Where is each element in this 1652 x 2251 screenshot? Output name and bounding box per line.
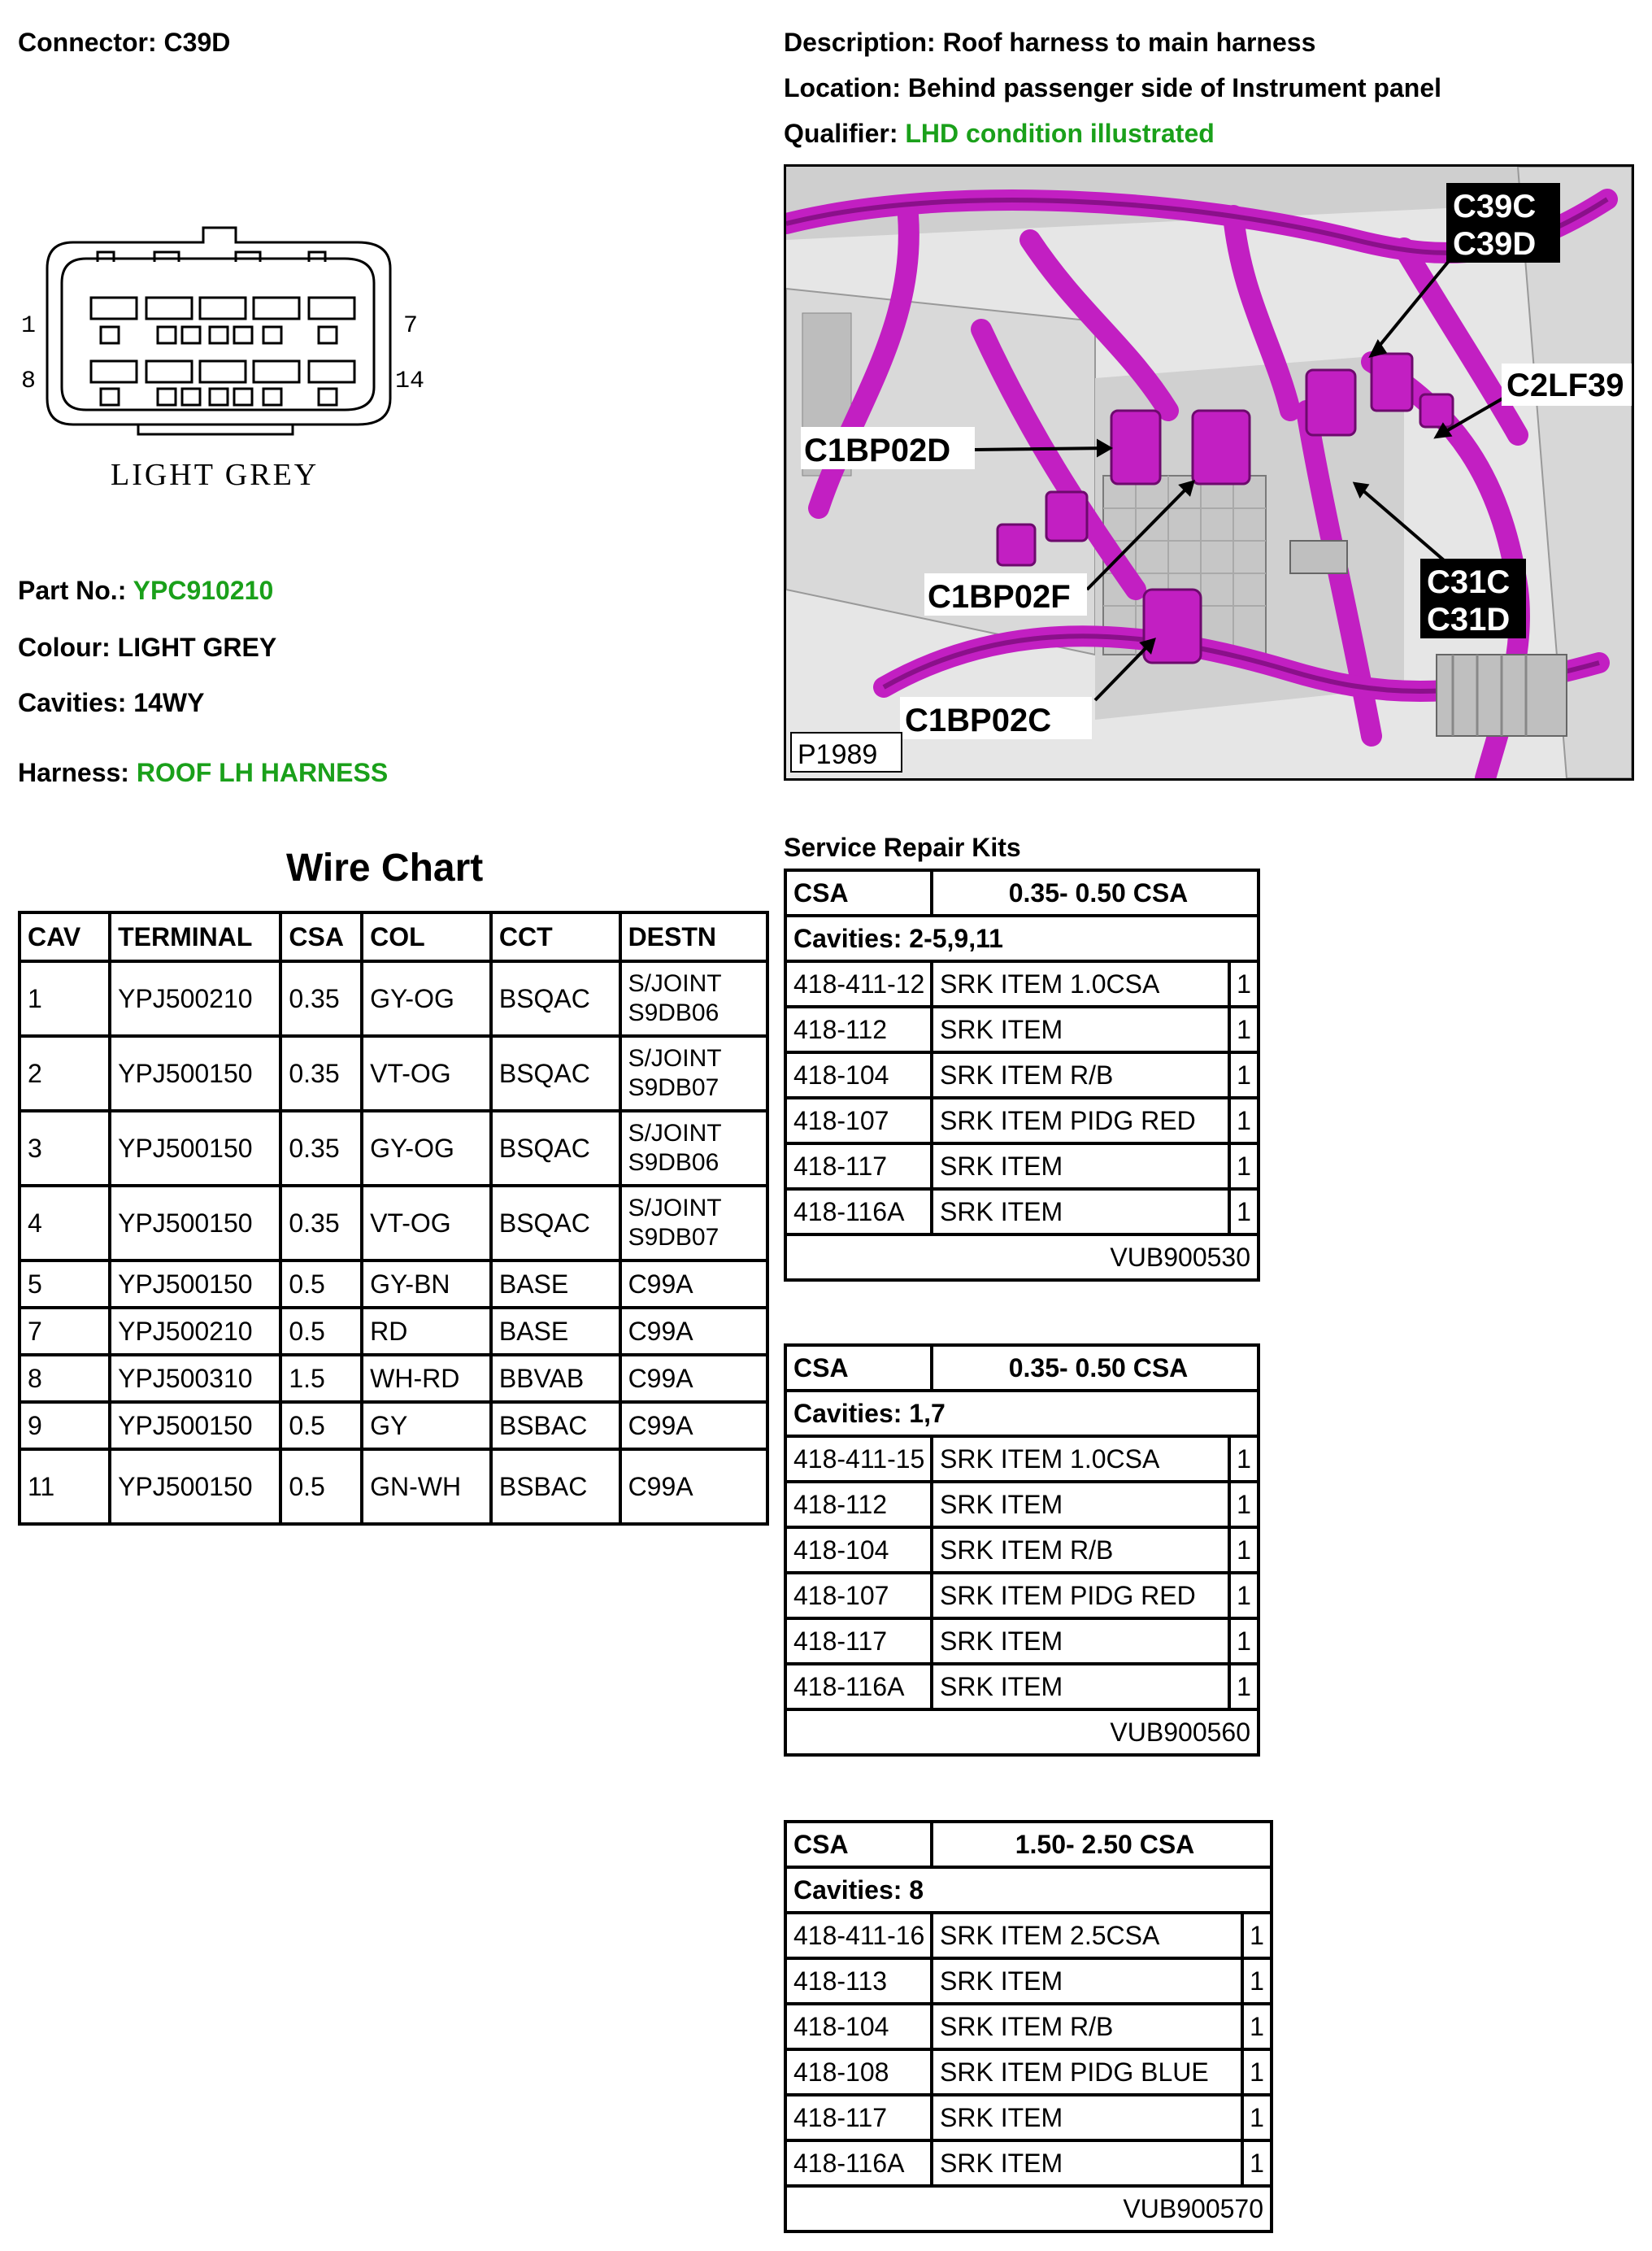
kit-item-qty: 1 — [1241, 2142, 1270, 2184]
cell-destn: S/JOINT S9DB07 — [620, 1036, 767, 1111]
cell-cav: 2 — [20, 1036, 110, 1111]
kit-item-qty: 1 — [1228, 1008, 1257, 1051]
cell-csa: 1.5 — [280, 1355, 362, 1402]
kit-item-desc: SRK ITEM 1.0CSA — [930, 1438, 1228, 1480]
kit-csa-row — [787, 1823, 1270, 1866]
table-row — [20, 1036, 767, 1111]
kit-item-row — [787, 2093, 1270, 2139]
kit-item-row — [787, 1187, 1257, 1233]
cell-terminal: YPJ500150 — [110, 1402, 280, 1449]
cell-cct: BBVAB — [491, 1355, 620, 1402]
kit-item-desc: SRK ITEM — [930, 2142, 1241, 2184]
kit-number: VUB900530 — [1110, 1242, 1250, 1272]
kit-number-row — [787, 1233, 1257, 1278]
cell-col: VT-OG — [362, 1036, 491, 1111]
callout-c31c: C31C — [1427, 564, 1511, 600]
kit-item-part: 418-116A — [793, 1671, 905, 1701]
cell-csa: 0.5 — [280, 1402, 362, 1449]
connector-label: Connector: — [18, 28, 157, 57]
connector-colour-caption: LIGHT GREY — [111, 458, 320, 492]
cell-terminal: YPJ500210 — [110, 1308, 280, 1355]
pin-label-7: 7 — [403, 312, 419, 340]
cell-cav: 3 — [20, 1111, 110, 1186]
cell-cct: BASE — [491, 1260, 620, 1308]
callout-c1bp02c: C1BP02C — [905, 703, 1052, 738]
kit-cavities-row — [787, 914, 1257, 960]
kit-number-row — [787, 1708, 1257, 1753]
kit-csa-label: CSA — [793, 877, 849, 908]
kit-item-row — [787, 1911, 1270, 1957]
pin-label-1: 1 — [21, 312, 37, 340]
cavities-line — [18, 686, 204, 719]
cell-destn: C99A — [620, 1355, 767, 1402]
cell-cav: 1 — [20, 961, 110, 1036]
service-kit-table — [784, 1820, 1273, 2233]
kit-item-desc: SRK ITEM 1.0CSA — [930, 963, 1228, 1005]
cell-csa: 0.5 — [280, 1260, 362, 1308]
qualifier-value: LHD condition illustrated — [905, 119, 1215, 148]
location-value: Behind passenger side of Instrument panel — [907, 73, 1441, 102]
part-number-line — [18, 574, 273, 607]
callout-c2lf39: C2LF39 — [1506, 368, 1624, 403]
cell-cct: BSBAC — [491, 1449, 620, 1524]
cavities-label: Cavities: — [18, 688, 127, 717]
cell-csa: 0.5 — [280, 1308, 362, 1355]
kit-item-desc: SRK ITEM — [930, 1665, 1228, 1708]
cell-csa: 0.5 — [280, 1449, 362, 1524]
cell-terminal: YPJ500150 — [110, 1260, 280, 1308]
cell-destn: S/JOINT S9DB06 — [620, 961, 767, 1036]
cell-cav: 5 — [20, 1260, 110, 1308]
kit-item-desc: SRK ITEM — [930, 1620, 1228, 1662]
kit-item-part: 418-104 — [793, 1060, 889, 1090]
kit-item-qty: 1 — [1228, 1574, 1257, 1617]
harness-line — [18, 756, 388, 789]
cell-destn: C99A — [620, 1402, 767, 1449]
kit-item-qty: 1 — [1241, 2096, 1270, 2139]
kit-item-desc: SRK ITEM — [930, 1191, 1228, 1233]
description-value: Roof harness to main harness — [942, 28, 1316, 57]
cell-cct: BSQAC — [491, 961, 620, 1036]
cell-col: GY-OG — [362, 1111, 491, 1186]
kit-number: VUB900560 — [1110, 1717, 1250, 1747]
kit-csa-value: 0.35- 0.50 CSA — [930, 1347, 1257, 1389]
photo-id: P1989 — [798, 739, 878, 770]
wire-chart-table — [18, 911, 769, 1526]
cell-cct: BSBAC — [491, 1402, 620, 1449]
kit-cavities: Cavities: 2-5,9,11 — [793, 923, 1003, 953]
kit-csa-value: 0.35- 0.50 CSA — [930, 872, 1257, 914]
table-row — [20, 1186, 767, 1260]
kit-item-qty: 1 — [1228, 1438, 1257, 1480]
cell-col: GY-OG — [362, 961, 491, 1036]
cell-destn: C99A — [620, 1260, 767, 1308]
cell-csa: 0.35 — [280, 1111, 362, 1186]
kit-item-row — [787, 1142, 1257, 1187]
kit-item-qty: 1 — [1241, 2005, 1270, 2048]
cell-col: WH-RD — [362, 1355, 491, 1402]
cell-cav: 9 — [20, 1402, 110, 1449]
cell-destn: C99A — [620, 1449, 767, 1524]
kit-item-row — [787, 2048, 1270, 2093]
pin-label-14: 14 — [395, 368, 425, 395]
kit-item-part: 418-116A — [793, 2148, 905, 2178]
table-row — [20, 961, 767, 1036]
connector-heading — [18, 26, 230, 59]
connector-value: C39D — [163, 28, 231, 57]
location-line — [784, 72, 1441, 104]
part-label: Part No.: — [18, 576, 127, 605]
kit-item-row — [787, 1480, 1257, 1526]
cell-cav: 8 — [20, 1355, 110, 1402]
cell-col: GY — [362, 1402, 491, 1449]
table-row — [20, 1355, 767, 1402]
cell-cct: BASE — [491, 1308, 620, 1355]
kit-item-desc: SRK ITEM R/B — [930, 1529, 1228, 1571]
kit-item-part: 418-411-12 — [793, 969, 925, 999]
kit-item-desc: SRK ITEM R/B — [930, 2005, 1241, 2048]
kit-csa-label: CSA — [793, 1829, 849, 1859]
kit-item-row — [787, 2002, 1270, 2048]
kit-cavities: Cavities: 8 — [793, 1874, 924, 1905]
col-csa: CSA — [280, 912, 362, 961]
kit-item-row — [787, 1617, 1257, 1662]
kit-item-qty: 1 — [1228, 963, 1257, 1005]
kit-item-row — [787, 1005, 1257, 1051]
wire-chart-header-row — [20, 912, 767, 961]
kit-number-row — [787, 2184, 1270, 2230]
cell-destn: S/JOINT S9DB07 — [620, 1186, 767, 1260]
table-row — [20, 1402, 767, 1449]
cell-col: RD — [362, 1308, 491, 1355]
table-row — [20, 1449, 767, 1524]
kit-item-qty: 1 — [1228, 1483, 1257, 1526]
kit-item-part: 418-116A — [793, 1196, 905, 1226]
col-col: COL — [362, 912, 491, 961]
kit-csa-value: 1.50- 2.50 CSA — [930, 1823, 1270, 1866]
service-kits-title: Service Repair Kits — [784, 833, 1021, 862]
kit-item-qty: 1 — [1241, 1914, 1270, 1957]
pin-label-8: 8 — [21, 368, 37, 395]
wire-chart-title: Wire Chart — [286, 847, 484, 890]
kit-item-part: 418-104 — [793, 2011, 889, 2041]
kit-csa-label: CSA — [793, 1352, 849, 1382]
kit-item-qty: 1 — [1228, 1099, 1257, 1142]
kit-item-part: 418-117 — [793, 1151, 888, 1181]
callout-c1bp02d: C1BP02D — [804, 433, 951, 468]
kit-item-part: 418-107 — [793, 1580, 889, 1610]
kit-item-row — [787, 960, 1257, 1005]
cell-cav: 7 — [20, 1308, 110, 1355]
cell-terminal: YPJ500150 — [110, 1111, 280, 1186]
colour-label: Colour: — [18, 633, 111, 662]
kit-cavities: Cavities: 1,7 — [793, 1398, 946, 1428]
col-cav: CAV — [20, 912, 110, 961]
kit-cavities-row — [787, 1389, 1257, 1435]
kit-item-row — [787, 1662, 1257, 1708]
cell-terminal: YPJ500150 — [110, 1186, 280, 1260]
cell-terminal: YPJ500150 — [110, 1449, 280, 1524]
kit-item-part: 418-117 — [793, 2102, 888, 2132]
cell-cav: 4 — [20, 1186, 110, 1260]
description-line — [784, 26, 1315, 59]
cell-csa: 0.35 — [280, 1036, 362, 1111]
kit-item-part: 418-411-16 — [793, 1920, 925, 1950]
location-label: Location: — [784, 73, 901, 102]
qualifier-label: Qualifier: — [784, 119, 898, 148]
kit-item-row — [787, 1526, 1257, 1571]
callout-c39d: C39D — [1453, 226, 1537, 262]
kit-item-qty: 1 — [1241, 1960, 1270, 2002]
kit-item-desc: SRK ITEM — [930, 2096, 1241, 2139]
kit-item-part: 418-113 — [793, 1966, 888, 1996]
cell-csa: 0.35 — [280, 961, 362, 1036]
service-kit-table — [784, 1343, 1260, 1757]
col-terminal: TERMINAL — [110, 912, 280, 961]
description-label: Description: — [784, 28, 936, 57]
kit-item-desc: SRK ITEM — [930, 1483, 1228, 1526]
cell-cct: BSQAC — [491, 1111, 620, 1186]
callout-c31d: C31D — [1427, 602, 1511, 638]
callout-c1bp02f: C1BP02F — [928, 579, 1071, 615]
kit-item-desc: SRK ITEM — [930, 1008, 1228, 1051]
kit-cavities-row — [787, 1866, 1270, 1911]
cell-cav: 11 — [20, 1449, 110, 1524]
callout-c39c: C39C — [1453, 189, 1537, 224]
service-kit-table — [784, 869, 1260, 1282]
kit-item-qty: 1 — [1228, 1529, 1257, 1571]
harness-label: Harness: — [18, 758, 129, 787]
kit-item-part: 418-112 — [793, 1489, 888, 1519]
cell-cct: BSQAC — [491, 1036, 620, 1111]
kit-item-row — [787, 1571, 1257, 1617]
cell-terminal: YPJ500210 — [110, 961, 280, 1036]
kit-csa-row — [787, 872, 1257, 914]
kit-item-part: 418-112 — [793, 1014, 888, 1044]
table-row — [20, 1260, 767, 1308]
kit-item-desc: SRK ITEM 2.5CSA — [930, 1914, 1241, 1957]
cell-col: VT-OG — [362, 1186, 491, 1260]
kit-item-qty: 1 — [1228, 1145, 1257, 1187]
part-value: YPC910210 — [133, 576, 274, 605]
qualifier-line — [784, 117, 1215, 150]
kit-item-row — [787, 1051, 1257, 1096]
kit-item-qty: 1 — [1228, 1054, 1257, 1096]
kit-item-desc: SRK ITEM R/B — [930, 1054, 1228, 1096]
kit-csa-row — [787, 1347, 1257, 1389]
harness-value: ROOF LH HARNESS — [136, 758, 389, 787]
kit-item-qty: 1 — [1241, 2051, 1270, 2093]
kit-item-desc: SRK ITEM — [930, 1960, 1241, 2002]
cell-terminal: YPJ500150 — [110, 1036, 280, 1111]
colour-line — [18, 631, 276, 664]
kit-number: VUB900570 — [1123, 2193, 1263, 2223]
kit-item-part: 418-108 — [793, 2057, 889, 2087]
kit-item-qty: 1 — [1228, 1665, 1257, 1708]
kit-item-row — [787, 1957, 1270, 2002]
colour-value: LIGHT GREY — [117, 633, 277, 662]
kit-item-desc: SRK ITEM PIDG RED — [930, 1099, 1228, 1142]
table-row — [20, 1308, 767, 1355]
kit-item-part: 418-117 — [793, 1626, 888, 1656]
kit-item-desc: SRK ITEM PIDG BLUE — [930, 2051, 1241, 2093]
cell-destn: C99A — [620, 1308, 767, 1355]
kit-item-qty: 1 — [1228, 1620, 1257, 1662]
kit-item-part: 418-104 — [793, 1535, 889, 1565]
kit-item-part: 418-107 — [793, 1105, 889, 1135]
cavities-value: 14WY — [133, 688, 205, 717]
kit-item-part: 418-411-15 — [793, 1443, 925, 1474]
col-destn: DESTN — [620, 912, 767, 961]
table-row — [20, 1111, 767, 1186]
col-cct: CCT — [491, 912, 620, 961]
kit-item-qty: 1 — [1228, 1191, 1257, 1233]
kit-item-desc: SRK ITEM — [930, 1145, 1228, 1187]
kit-item-row — [787, 2139, 1270, 2184]
cell-col: GN-WH — [362, 1449, 491, 1524]
kit-item-row — [787, 1435, 1257, 1480]
kit-item-row — [787, 1096, 1257, 1142]
cell-col: GY-BN — [362, 1260, 491, 1308]
cell-cct: BSQAC — [491, 1186, 620, 1260]
cell-destn: S/JOINT S9DB06 — [620, 1111, 767, 1186]
cell-csa: 0.35 — [280, 1186, 362, 1260]
location-photo — [784, 164, 1634, 781]
connector-face-diagram — [16, 220, 439, 496]
kit-item-desc: SRK ITEM PIDG RED — [930, 1574, 1228, 1617]
cell-terminal: YPJ500310 — [110, 1355, 280, 1402]
